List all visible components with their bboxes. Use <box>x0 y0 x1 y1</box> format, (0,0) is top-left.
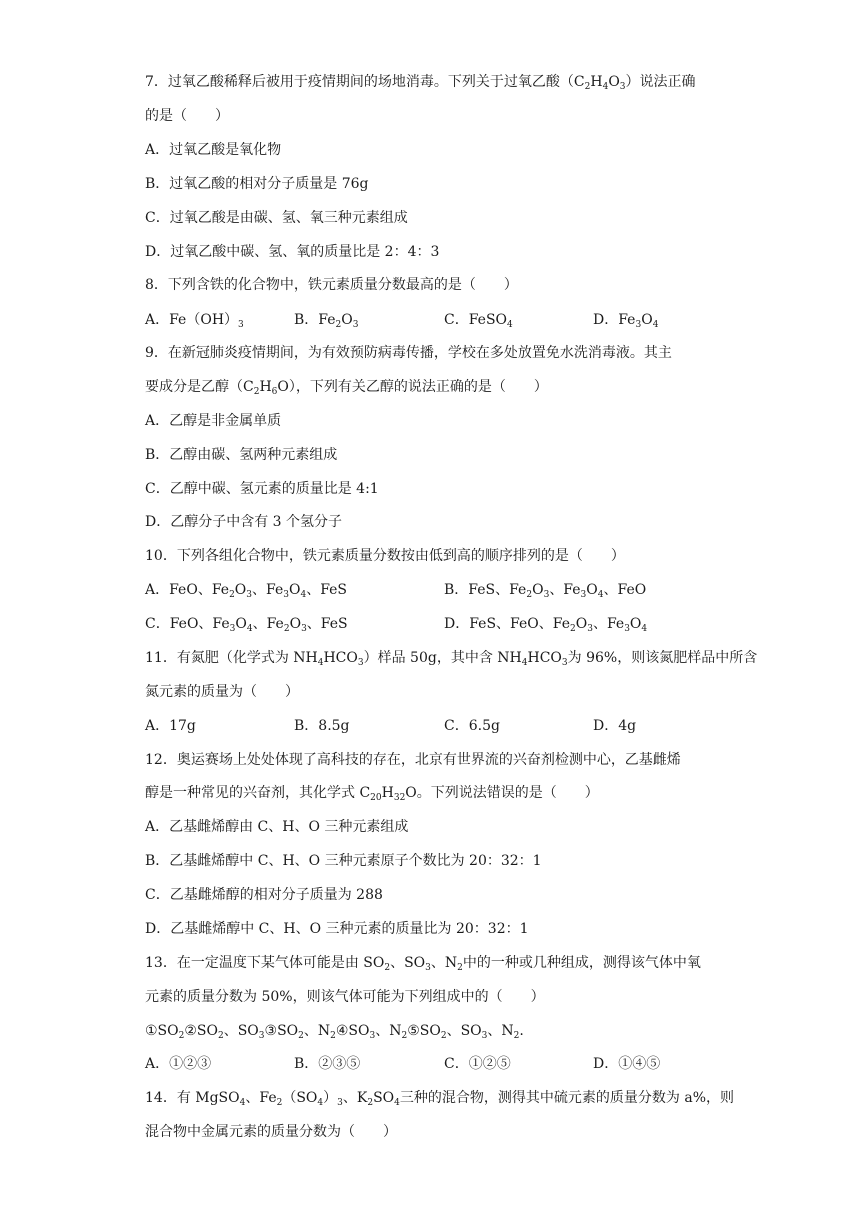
q11-stem-line1: 11．有氮肥（化学式为 $NH_4HCO_3$）样品 50g，其中含 $NH_4HCO_3$为 96%，则该氮肥样品中所含 <box>145 650 758 668</box>
q14-stem-line2: 混合物中金属元素的质量分数为（ ） <box>145 1124 397 1140</box>
q13-option-b: B．②③⑤ <box>294 1056 361 1072</box>
q9-option-c: C．乙醇中碳、氢元素的质量比是 4:1 <box>145 481 379 497</box>
q12-stem-line1: 12．奥运赛场上处处体现了高科技的存在，北京有世界流的兴奋剂检测中心，乙基雌烯 <box>145 752 681 768</box>
q11-option-a: A．17g <box>145 718 196 734</box>
q11-stem-line2: 氮元素的质量为（ ） <box>145 684 299 700</box>
q10-option-c: C．FeO、$Fe_3O_4$、$Fe_2O_3$、FeS <box>145 616 348 634</box>
q7-option-d: D．过氧乙酸中碳、氢、氧的质量比是 2：4：3 <box>145 244 440 260</box>
q12-stem-line2: 醇是一种常见的兴奋剂，其化学式 $C_{20}H_{32}O$。下列说法错误的是（ ） <box>145 785 599 803</box>
q11-option-d: D．4g <box>593 718 637 734</box>
q11-option-c: C．6.5g <box>444 718 500 734</box>
q10-option-d: D．FeS、FeO、$Fe_2O_3$、$Fe_3O_4$ <box>444 616 648 634</box>
q13-choices-line: $①SO_2②SO_2$、$SO_3③SO_2$、$N_2④SO_3$、$N_2⑤SO_2$、$SO_3$、$N_2$. <box>145 1023 524 1041</box>
q13-option-d: D．①④⑤ <box>593 1056 661 1072</box>
q12-option-b: B．乙基雌烯醇中 C、H、O 三种元素原子个数比为 20：32：1 <box>145 853 542 869</box>
q12-option-d: D．乙基雌烯醇中 C、H、O 三种元素的质量比为 20：32：1 <box>145 921 529 937</box>
q8-option-d: D．$Fe_3O_4$ <box>593 312 659 330</box>
q10-option-b: B．FeS、$Fe_2O_3$、$Fe_3O_4$、FeO <box>444 582 647 600</box>
q9-option-a: A．乙醇是非金属单质 <box>145 413 282 429</box>
q13-stem-line1: 13．在一定温度下某气体可能是由 $SO_2$、$SO_3$、$N_2$中的一种或几种组成，测得该气体中氧 <box>145 955 701 973</box>
q7-option-c: C．过氧乙酸是由碳、氢、氧三种元素组成 <box>145 210 408 226</box>
q10-stem: 10．下列各组化合物中，铁元素质量分数按由低到高的顺序排列的是（ ） <box>145 548 625 564</box>
q14-stem-line1: 14．有 MgSO$_4$、$Fe_2(SO_4)_3$、$K_2SO_4$三种的混合物，测得其中硫元素的质量分数为 a%，则 <box>145 1090 735 1108</box>
q9-stem-line1: 9．在新冠肺炎疫情期间，为有效预防病毒传播，学校在多处放置免水洗消毒液。其主 <box>145 345 672 361</box>
q8-option-a: A．$Fe(OH)_3$ <box>145 312 244 330</box>
q8-option-b: B．$Fe_2O_3$ <box>294 312 359 330</box>
q7-option-b: B．过氧乙酸的相对分子质量是 76g <box>145 176 369 192</box>
q12-option-c: C．乙基雌烯醇的相对分子质量为 288 <box>145 887 383 903</box>
q11-option-b: B．8.5g <box>294 718 350 734</box>
q7-stem-line2: 的是（ ） <box>145 108 229 124</box>
q10-option-a: A．FeO、$Fe_2O_3$、$Fe_3O_4$、FeS <box>145 582 348 600</box>
q9-option-b: B．乙醇由碳、氢两种元素组成 <box>145 447 338 463</box>
q12-option-a: A．乙基雌烯醇由 C、H、O 三种元素组成 <box>145 819 409 835</box>
q9-stem-line2: 要成分是乙醇$(C_2H_6O)$，下列有关乙醇的说法正确的是（ ） <box>145 379 548 397</box>
q8-option-c: C．FeSO$_4$ <box>444 312 513 330</box>
q13-option-a: A．①②③ <box>145 1056 212 1072</box>
q13-option-c: C．①②⑤ <box>444 1056 511 1072</box>
q8-stem: 8．下列含铁的化合物中，铁元素质量分数最高的是（ ） <box>145 277 518 293</box>
q9-option-d: D．乙醇分子中含有 3 个氢分子 <box>145 514 343 530</box>
q7-stem-line1: 7．过氧乙酸稀释后被用于疫情期间的场地消毒。下列关于过氧乙酸$(C_2H_4O_3)$说法正确 <box>145 74 696 92</box>
q7-option-a: A．过氧乙酸是氧化物 <box>145 142 282 158</box>
q13-stem-line2: 元素的质量分数为 50%，则该气体可能为下列组成中的（ ） <box>145 989 545 1005</box>
